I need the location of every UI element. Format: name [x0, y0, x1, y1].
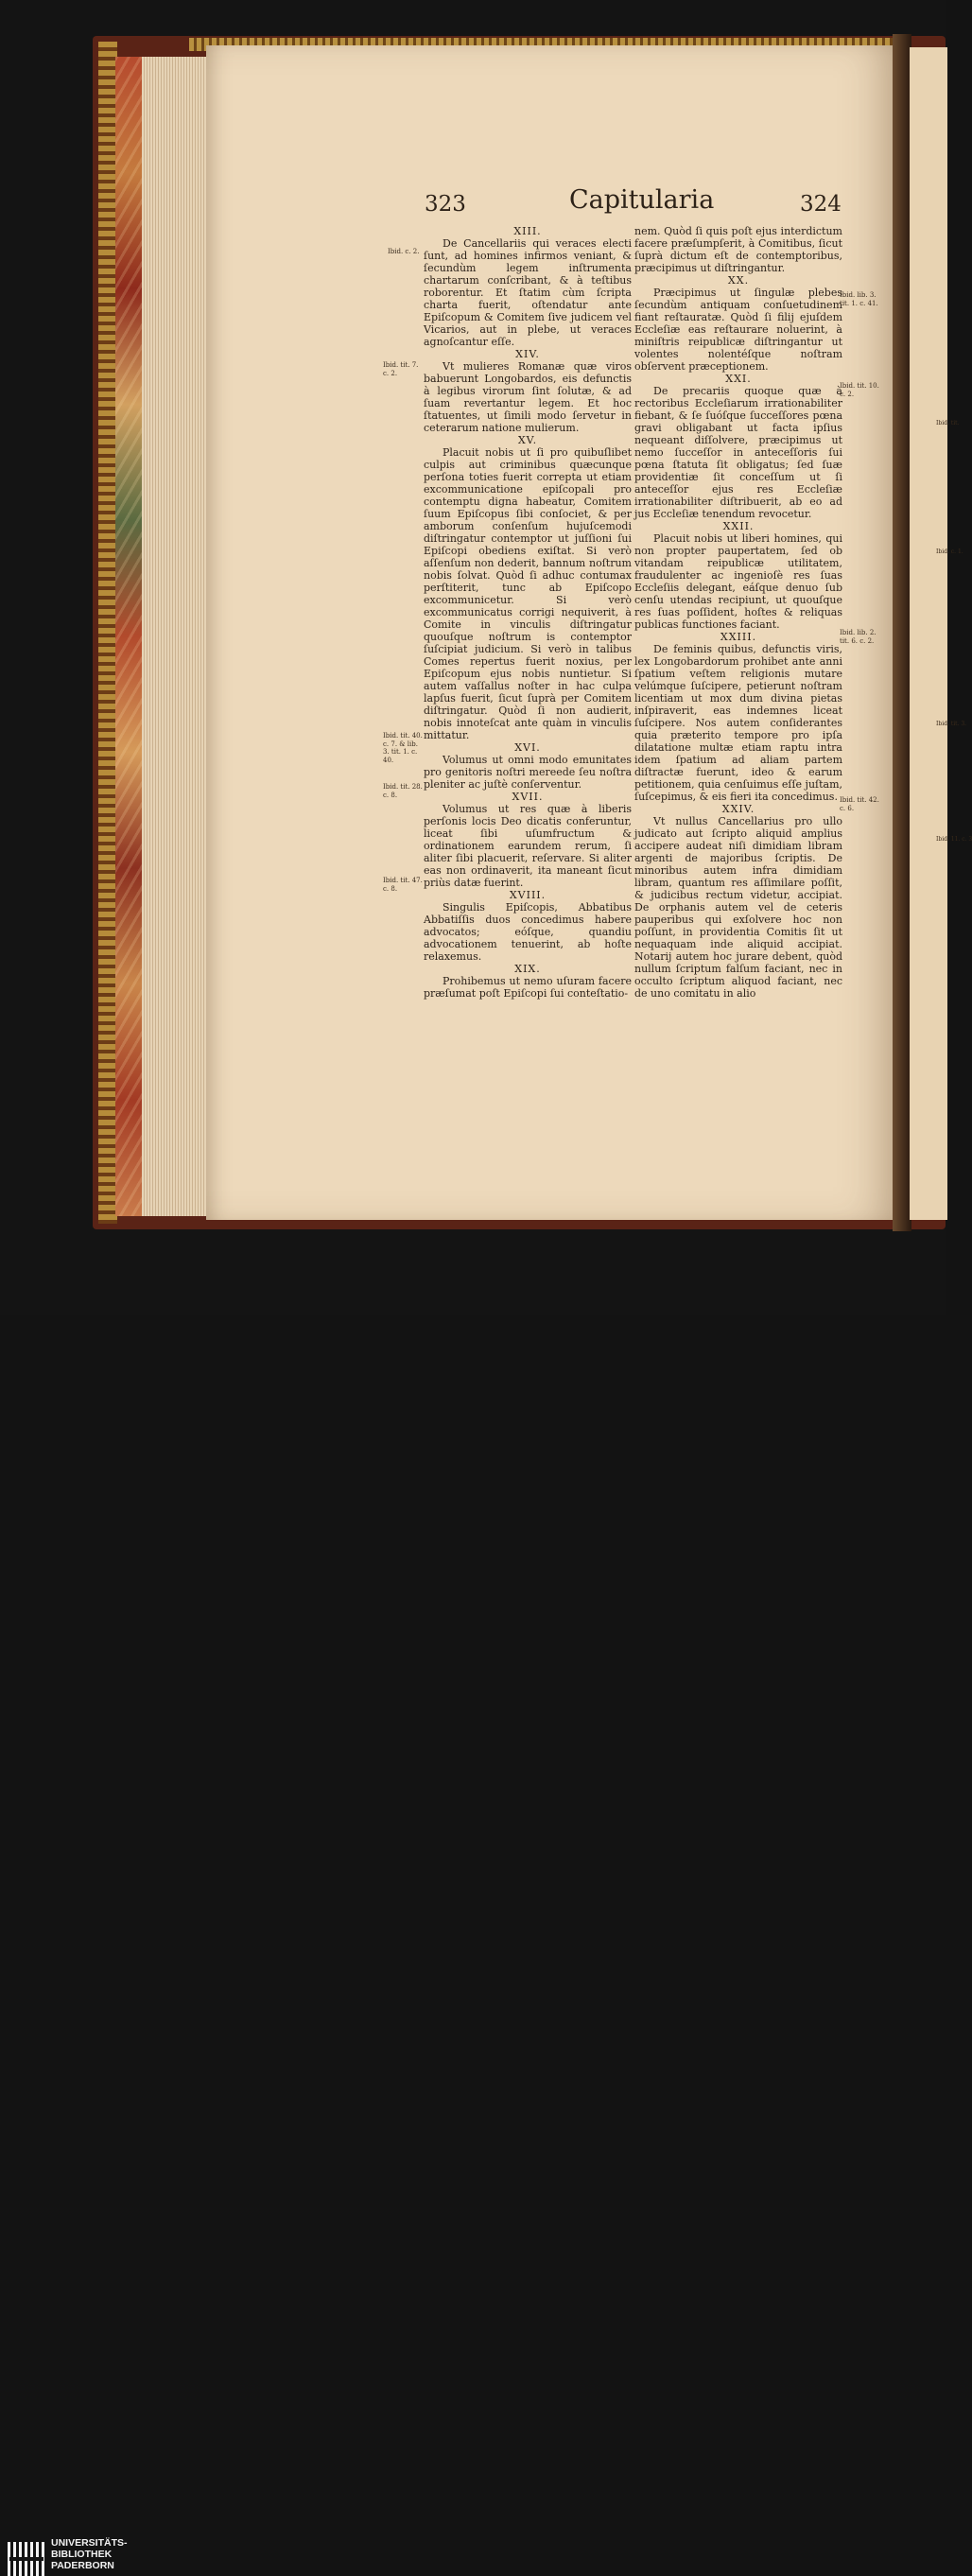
- paragraph: Volumus ut omni modo emunitates pro genitoris noſtri mereede ſeu noſtra pleniter ac juſtè conſerventur.: [424, 754, 632, 791]
- next-page-edge: [910, 47, 947, 1220]
- chapter-number: XVI.: [514, 741, 541, 754]
- chapter-number: XV.: [517, 434, 538, 446]
- margin-note: Ibid. tit. 10. c. 2.: [840, 382, 879, 398]
- library-name-line: PADERBORN: [51, 2560, 114, 2571]
- chapter-number: XVII.: [512, 791, 544, 803]
- margin-note: Ibid. tit. 28. c. 8.: [383, 783, 423, 799]
- paragraph: Prohibemus ut nemo uſuram facere præſumat poſt Epiſcopi ſui conteſtatio-: [424, 975, 632, 1000]
- book-gutter: [893, 34, 911, 1231]
- margin-note: Ibid. tit. 40. c. 7. & lib. 3. tit. 1. c. 40.: [383, 732, 423, 764]
- paragraph: Vt mulieres Romanæ quæ viros babuerunt Longobardos, eis defunctis à legibus virorum ſint ſolutæ, & ad ſuam revertantur legem. Et hoc ſtatuentes, ut ſimili modo ſervetur in ceterarum natione mulierum.: [424, 360, 632, 434]
- chapter-number: XXIV.: [721, 803, 755, 815]
- next-page-note: Ibid. c. 1.: [936, 548, 963, 555]
- chapter-number: XXIII.: [720, 631, 757, 643]
- text-column-left: [424, 225, 632, 1000]
- chapter-number: XIX.: [514, 963, 541, 975]
- running-head: Capitularia: [569, 185, 715, 215]
- paragraph: De Cancellariis qui veraces electi ſunt, ad homines infirmos veniant, & ſecundùm legem inſtrumenta chartarum conſcribant, & à teſtibus roborentur. Et ſtatim cùm ſcripta charta fuerit, oſtendatur ante Epiſcopum & Comitem ſive judicem vel Vicarios, aut in plebe, ut veraces agnoſcantur eſſe.: [424, 237, 632, 348]
- margin-note: Ibid. lib. 2. tit. 6. c. 2.: [840, 629, 877, 645]
- paragraph: De precariis quoque quæ à rectoribus Eccleſiarum irrationabiliter fiebant, & ſe ſuóſque ſucceſſores pœna gravi obligabant ut facta ipſius nequeant diſſolvere, præcipimus ut nemo ſucceſſor in anteceſſoris ſui pœna ſtatuta ſit obligatus; ſed ſuæ providentiæ ſit conceſſum ut ſi anteceſſor ejus res Eccleſiæ irrationabiliter diſtribuerit, ab eo ad jus Eccleſiæ tenendum revocetur.: [634, 385, 842, 520]
- paragraph: De feminis quibus, defunctis viris, lex Longobardorum prohibet ante anni ſpatium veſtem religionis mutare velúmque ſuſcipere, petierunt noſtram licentiam ut mox dum divina pietas inſpiraverit, eas indemnes liceat ſuſcipere. Nos autem conſiderantes quia præterito tempore pro ipſa dilatatione multæ etiam raptu intra idem ſpatium ad aliam partem diſtractæ fuerunt, ideo & earum petitionem, quia cenſuimus eſſe juſtam, ſuſcepimus, & eis fieri ita concedimus.: [634, 643, 842, 803]
- text-column-right: [634, 225, 842, 1000]
- library-name-line: UNIVERSITÄTS-: [51, 2537, 128, 2549]
- paragraph: Placuit nobis ut ſi pro quibuſlibet culpis aut criminibus quæcunque perſona toties fuerit correpta ut etiam excommunicatione epiſcopali pro contemptu digna habeatur, Comitem ſuum Epiſcopus ſibi conſociet, & per amborum conſenſum hujuſcemodi diſtringatur contemptor ut juſſioni ſui Epiſcopi obediens exiſtat. Si verò aſſenſum non dederit, bannum noſtrum nobis ſolvat. Quòd ſi adhuc contumax perſtiterit, tunc ab Epiſcopo excommunicetur. Si verò excommunicatus corrigi nequiverit, à Comite in vinculis diſtringatur quouſque noſtrum is contemptor ſuſcipiat judicium. Si verò in talibus Comes repertus fuerit noxius, per Epiſcopum ejus nobis nuntietur. Si autem vaſſallus noſter in hac culpa lapſus fuerit, ſicut ſuprà per Comitem diſtringatur. Quòd ſi non audierit, nobis innoteſcat ante quàm in vinculis mittatur.: [424, 446, 632, 741]
- paragraph: Volumus ut res quæ à liberis perſonis locis Deo dicatis conferuntur, liceat ſibi uſumfructum & ordinationem earundem rerum, ſi aliter ſibi placuerit, reſervare. Si aliter eas non ordinaverit, ita maneant ſicut priùs datæ fuerint.: [424, 803, 632, 889]
- chapter-number: XIII.: [513, 225, 542, 237]
- page-edges: [142, 57, 208, 1216]
- chapter-number: XVIII.: [509, 889, 547, 901]
- next-page-note: Ibid. tit.: [936, 420, 960, 426]
- book-scan: [0, 0, 972, 1267]
- margin-note: Ibid. tit. 47. c. 8.: [383, 877, 423, 893]
- margin-note: Ibid. lib. 3. tit. 1. c. 41.: [840, 291, 878, 307]
- page-number-left: 323: [425, 192, 466, 217]
- paragraph: Præcipimus ut ſingulæ plebes ſecundùm antiquam conſuetudinem fiant reſtauratæ. Quòd ſi filij ejuſdem Eccleſiæ eas reſtaurare noluerint, à miniſtris reipublicæ diſtringantur ut volentes nolentéſque noſtram obſervent præceptionem.: [634, 287, 842, 373]
- next-page-note: Ibid. tit. 3.: [936, 721, 967, 727]
- chapter-number: XIV.: [515, 348, 540, 360]
- library-name-line: BIBLIOTHEK: [51, 2549, 113, 2560]
- chapter-number: XX.: [727, 274, 750, 287]
- gilt-edge: [98, 42, 117, 1224]
- margin-note: Ibid. c. 2.: [388, 248, 420, 255]
- paragraph: Vt nullus Cancellarius pro ullo judicato aut ſcripto aliquid amplius accipere audeat niſi dimidiam libram argenti de majoribus ſcriptis. De minoribus autem infra dimidiam libram, quantum res aſſimilare poſſit, & judicibus rectum videtur, accipiat. De orphanis autem vel de ceteris pauperibus qui exſolvere hoc non poſſunt, in providentia Comitis ſit ut nequaquam inde aliquid accipiat. Notarij autem hoc jurare debent, quòd nullum ſcriptum falſum faciant, nec in occulto ſcriptum aliquod faciant, nec de uno comitatu in alio: [634, 815, 842, 1000]
- paragraph: nem. Quòd ſi quis poſt ejus interdictum facere præſumpſerit, à Comitibus, ſicut ſuprà dictum eſt de contemptoribus, præcipimus ut diſtringantur.: [634, 225, 842, 274]
- next-page-note: Ibid. 11. c. 3: [936, 836, 972, 843]
- margin-note: Ibid. tit. 42. c. 6.: [840, 796, 879, 812]
- margin-note: Ibid. tit. 7. c. 2.: [383, 361, 419, 377]
- chapter-number: XXII.: [722, 520, 755, 532]
- library-footer: [0, 1267, 946, 2571]
- library-name: [51, 2537, 128, 2571]
- chapter-number: XXI.: [725, 373, 752, 385]
- paragraph: Placuit nobis ut liberi homines, qui non propter paupertatem, ſed ob vitandam reipublicæ utilitatem, fraudulenter ac ingenioſè res ſuas Eccleſiis delegant, eáſque denuo ſub cenſu utendas recipiunt, ut quouſque res ſuas poſſident, hoſtes & reliquas publicas functiones faciant.: [634, 532, 842, 631]
- page-number-right: 324: [800, 192, 842, 217]
- paragraph: Singulis Epiſcopis, Abbatibus Abbatiſſis duos concedimus habere advocatos; eóſque, quandiu advocationem tenuerint, ab hoſte relaxemus.: [424, 901, 632, 963]
- library-logo-icon: [8, 2542, 45, 2576]
